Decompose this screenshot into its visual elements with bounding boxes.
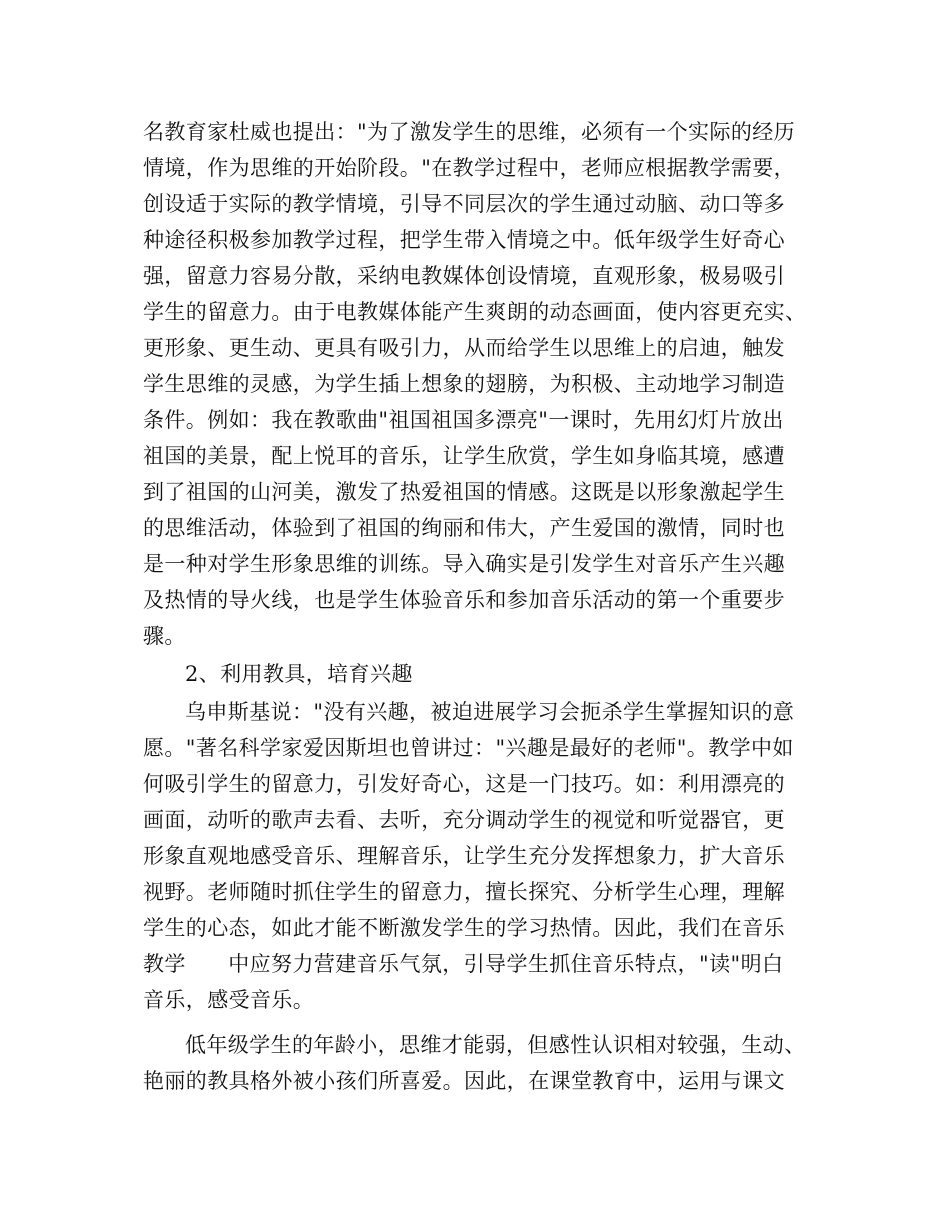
text-line: 种途径积极参加教学过程，把学生带入情境之中。低年级学生好奇心	[143, 228, 785, 252]
text-line: 画面，动听的歌声去看、去听，充分调动学生的视觉和听觉器官，更	[143, 808, 785, 832]
text-line: 更形象、更生动、更具有吸引力，从而给学生以思维上的启迪，触发	[143, 336, 785, 360]
section-heading: 2、利用教具，培育兴趣	[185, 662, 413, 686]
text-line: 条件。例如：我在教歌曲"祖国祖国多漂亮"一课时，先用幻灯片放出	[143, 408, 784, 432]
text-line: 视野。老师随时抓住学生的留意力，擅长探究、分析学生心理，理解	[143, 880, 785, 904]
text-line: 学生的留意力。由于电教媒体能产生爽朗的动态画面，使内容更充实、	[143, 300, 807, 324]
text-line: 学生的心态，如此才能不断激发学生的学习热情。因此，我们在音乐	[143, 916, 785, 940]
text-line: 祖国的美景，配上悦耳的音乐，让学生欣赏，学生如身临其境，感遭	[143, 444, 785, 468]
text-line: 教学 中应努力营建音乐气氛，引导学生抓住音乐特点，"读"明白	[143, 952, 784, 976]
text-line: 骤。	[143, 624, 186, 648]
text-line: 到了祖国的山河美，激发了热爱祖国的情感。这既是以形象激起学生	[143, 480, 785, 504]
text-line: 音乐，感受音乐。	[143, 988, 315, 1012]
text-line: 形象直观地感受音乐、理解音乐，让学生充分发挥想象力，扩大音乐	[143, 844, 785, 868]
text-line: 强，留意力容易分散，采纳电教媒体创设情境，直观形象，极易吸引	[143, 264, 785, 288]
text-line: 低年级学生的年龄小，思维才能弱，但感性认识相对较强，生动、	[185, 1033, 806, 1057]
text-line: 是一种对学生形象思维的训练。导入确实是引发学生对音乐产生兴趣	[143, 552, 785, 576]
text-line: 乌申斯基说："没有兴趣，被迫进展学习会扼杀学生掌握知识的意	[185, 700, 795, 724]
text-line: 愿。"著名科学家爱因斯坦也曾讲过："兴趣是最好的老师"。教学中如	[143, 736, 794, 760]
text-line: 及热情的导火线，也是学生体验音乐和参加音乐活动的第一个重要步	[143, 588, 785, 612]
text-line: 学生思维的灵感，为学生插上想象的翅膀，为积极、主动地学习制造	[143, 372, 785, 396]
text-line: 何吸引学生的留意力，引发好奇心，这是一门技巧。如：利用漂亮的	[143, 772, 785, 796]
text-line: 艳丽的教具格外被小孩们所喜爱。因此，在课堂教育中，运用与课文	[143, 1069, 785, 1093]
text-line: 名教育家杜威也提出："为了激发学生的思维，必须有一个实际的经历	[143, 120, 796, 144]
text-line: 的思维活动，体验到了祖国的绚丽和伟大，产生爱国的激情，同时也	[143, 516, 785, 540]
text-line: 情境，作为思维的开始阶段。"在教学过程中，老师应根据教学需要，	[143, 156, 796, 180]
text-line: 创设适于实际的教学情境，引导不同层次的学生通过动脑、动口等多	[143, 192, 785, 216]
